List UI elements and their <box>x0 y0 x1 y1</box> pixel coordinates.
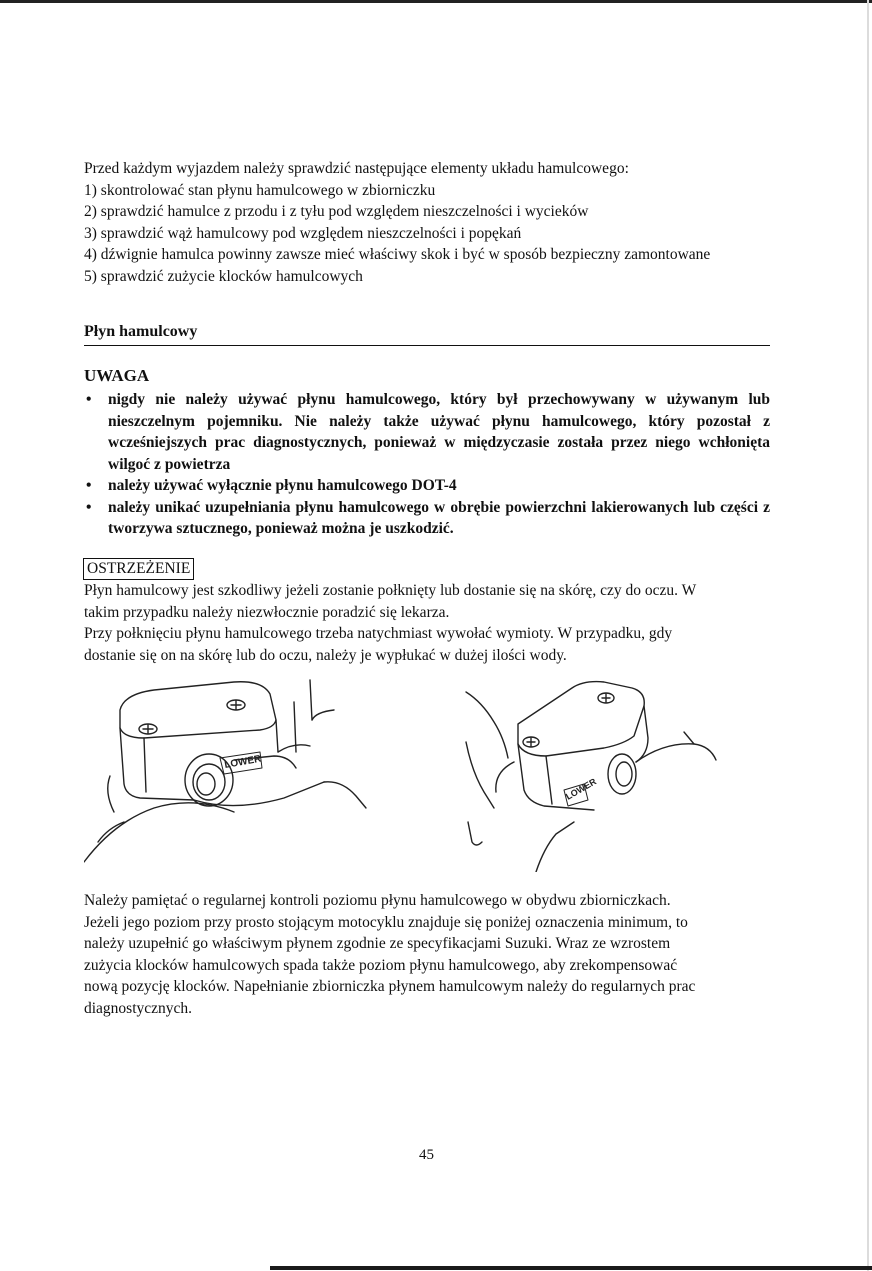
paragraph-line: Jeżeli jego poziom przy prosto stojącym motocyklu znajduje się poniżej oznaczenia minimum, to <box>84 913 688 931</box>
caution-line: Przy połknięciu płynu hamulcowego trzeba natychmiast wywołać wymioty. W przypadku, gdy <box>84 625 673 642</box>
checklist-item: 3) sprawdzić wąż hamulcowy pod względem nieszczelności i popękań <box>84 224 522 242</box>
bullet-icon: • <box>86 391 92 408</box>
warning-list <box>84 389 770 540</box>
maintenance-paragraph <box>84 890 770 1019</box>
warning-title: UWAGA <box>84 366 150 385</box>
warning-item <box>84 389 770 475</box>
section-heading: Płyn hamulcowy <box>84 323 198 340</box>
left-lower-label: LOWER <box>223 753 263 771</box>
bullet-icon: • <box>86 477 92 494</box>
warning-item-text: należy używać wyłącznie płynu hamulcowego DOT-4 <box>108 477 457 494</box>
caution-label: OSTRZEŻENIE <box>83 558 194 580</box>
checklist-item: 2) sprawdzić hamulce z przodu i z tyłu pod względem nieszczelności i wycieków <box>84 203 589 220</box>
scan-bottom-border <box>270 1266 872 1270</box>
caution-text <box>84 580 770 666</box>
paragraph-line: nową pozycję klocków. Napełnianie zbiorniczka płynem hamulcowym należy do regularnych prac <box>84 978 696 995</box>
bullet-icon: • <box>86 498 92 516</box>
scan-top-border <box>0 0 872 3</box>
warning-item <box>84 475 770 497</box>
caution-line: Płyn hamulcowy jest szkodliwy jeżeli zostanie połknięty lub dostanie się na skórę, czy do oczu. W <box>84 582 697 599</box>
paragraph-line: zużycia klocków hamulcowych spada także poziom płynu hamulcowego, aby zrekompensować <box>84 956 678 974</box>
paragraph-line: należy uzupełnić go właściwym płynem zgodnie ze specyfikacjami Suzuki. Wraz ze wzrostem <box>84 935 671 952</box>
checklist-item: 5) sprawdzić zużycie klocków hamulcowych <box>84 267 363 285</box>
warning-item-text: należy unikać uzupełniania płynu hamulcowego w obrębie powierzchni lakierowanych lub części z tworzywa sztucznego, ponieważ można je uszkodzić. <box>108 498 770 537</box>
scan-right-edge <box>867 0 869 1271</box>
right-lower-label: LOWER <box>564 776 599 802</box>
caution-line: takim przypadku należy niezwłocznie poradzić się lekarza. <box>84 603 450 621</box>
checklist-item: 1) skontrolować stan płynu hamulcowego w zbiorniczku <box>84 181 436 199</box>
brake-reservoir-illustration <box>84 672 770 872</box>
checklist-item: 4) dźwignie hamulca powinny zawsze mieć właściwy skok i być w sposób bezpieczny zamontowane <box>84 246 711 263</box>
paragraph-line: diagnostycznych. <box>84 999 193 1017</box>
section-underline <box>84 345 770 346</box>
page-number: 45 <box>419 1147 434 1163</box>
inspection-checklist <box>84 158 770 287</box>
checklist-intro: Przed każdym wyjazdem należy sprawdzić następujące elementy układu hamulcowego: <box>84 160 629 177</box>
paragraph-line: Należy pamiętać o regularnej kontroli poziomu płynu hamulcowego w obydwu zbiorniczkach. <box>84 892 671 909</box>
warning-item <box>84 497 770 540</box>
caution-line: dostanie się on na skórę lub do oczu, należy je wypłukać w dużej ilości wody. <box>84 646 567 664</box>
warning-item-text: nigdy nie należy używać płynu hamulcowego, który był przechowywany w używanym lub nieszczelnym pojemniku. Nie należy także używać płynu hamulcowego, który pozostał z wcześniejszych prac diagnostycznych, ponieważ w międzyczasie została przez niego wchłonięta wilgoć z powietrza <box>108 391 770 473</box>
